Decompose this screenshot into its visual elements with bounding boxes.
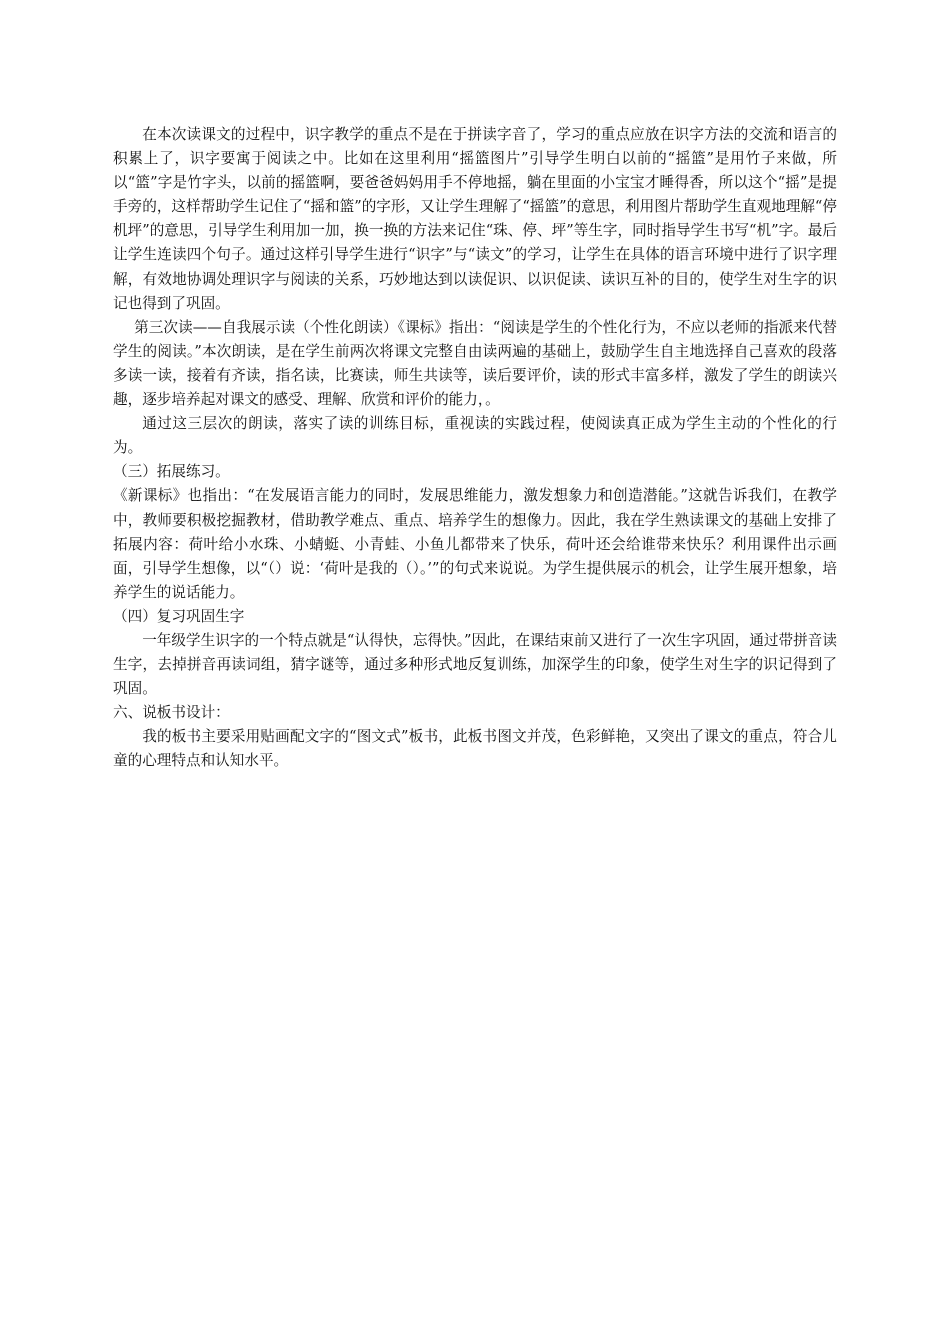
section-heading-extension-practice: （三）拓展练习。 [113,463,230,481]
section-heading-review-characters: （四）复习巩固生字 [113,607,245,625]
paragraph-new-curriculum: 《新课标》也指出：“在发展语言能力的同时，发展思维能力，激发想象力和创造潜能。”这就告诉我们，在教学中，教师要积极挖掘教材，借助教学难点、重点、培养学生的想像力。因此，我在学生熟读课文的基础上安排了拓展内容：荷叶给小水珠、小蜻蜓、小青蛙、小鱼儿都带来了快乐，荷叶还会给谁带来快乐？利用课件出示画面，引导学生想像，以“（）说：‘荷叶是我的（）。’”的句式来说说。为学生提供展示的机会，让学生展开想象，培养学生的说话能力。 [113,487,837,601]
paragraph-first-grade-literacy: 一年级学生识字的一个特点就是“认得快，忘得快。”因此，在课结束前又进行了一次生字巩固，通过带拼音读生字，去掉拼音再读词组，猜字谜等，通过多种形式地反复训练，加深学生的印象，使学生对生字的识记得到了巩固。 [113,631,837,698]
section-heading-board-design: 六、说板书设计： [113,704,230,722]
paragraph-board-design: 我的板书主要采用贴画配文字的“图文式”板书，此板书图文并茂，色彩鲜艳，又突出了课文的重点，符合儿童的心理特点和认知水平。 [113,728,837,770]
paragraph-reading-summary: 通过这三层次的朗读，落实了读的训练目标，重视读的实践过程，使阅读真正成为学生主动的个性化的行为。 [113,415,837,457]
paragraph-third-reading: 第三次读——自我展示读（个性化朗读）《课标》指出：“阅读是学生的个性化行为，不应以老师的指派来代替学生的阅读。”本次朗读，是在学生前两次将课文完整自由读两遍的基础上，鼓励学生自主地选择自己喜欢的段落多读一读，接着有齐读，指名读，比赛读，师生共读等，读后要评价，读的形式丰富多样，激发了学生的朗读兴趣，逐步培养起对课文的感受、理解、欣赏和评价的能力，。 [113,318,837,409]
document-page [113,123,837,774]
paragraph-literacy-teaching: 在本次读课文的过程中，识字教学的重点不是在于拼读字音了，学习的重点应放在识字方法的交流和语言的积累上了，识字要寓于阅读之中。比如在这里利用“摇篮图片”引导学生明白以前的“摇篮”是用竹子来做，所以“篮”字是竹字头，以前的摇篮啊，要爸爸妈妈用手不停地摇，躺在里面的小宝宝才睡得香，所以这个“摇”是提手旁的，这样帮助学生记住了“摇和篮”的字形，又让学生理解了“摇篮”的意思，利用图片帮助学生直观地理解“停机坪”的意思，引导学生利用加一加，换一换的方法来记住“珠、停、坪”等生字，同时指导学生书写“机”字。最后让学生连读四个句子。通过这样引导学生进行“识字”与“读文”的学习，让学生在具体的语言环境中进行了识字理解，有效地协调处理识字与阅读的关系，巧妙地达到以读促识、以识促读、读识互补的目的，使学生对生字的识记也得到了巩固。 [113,126,837,312]
